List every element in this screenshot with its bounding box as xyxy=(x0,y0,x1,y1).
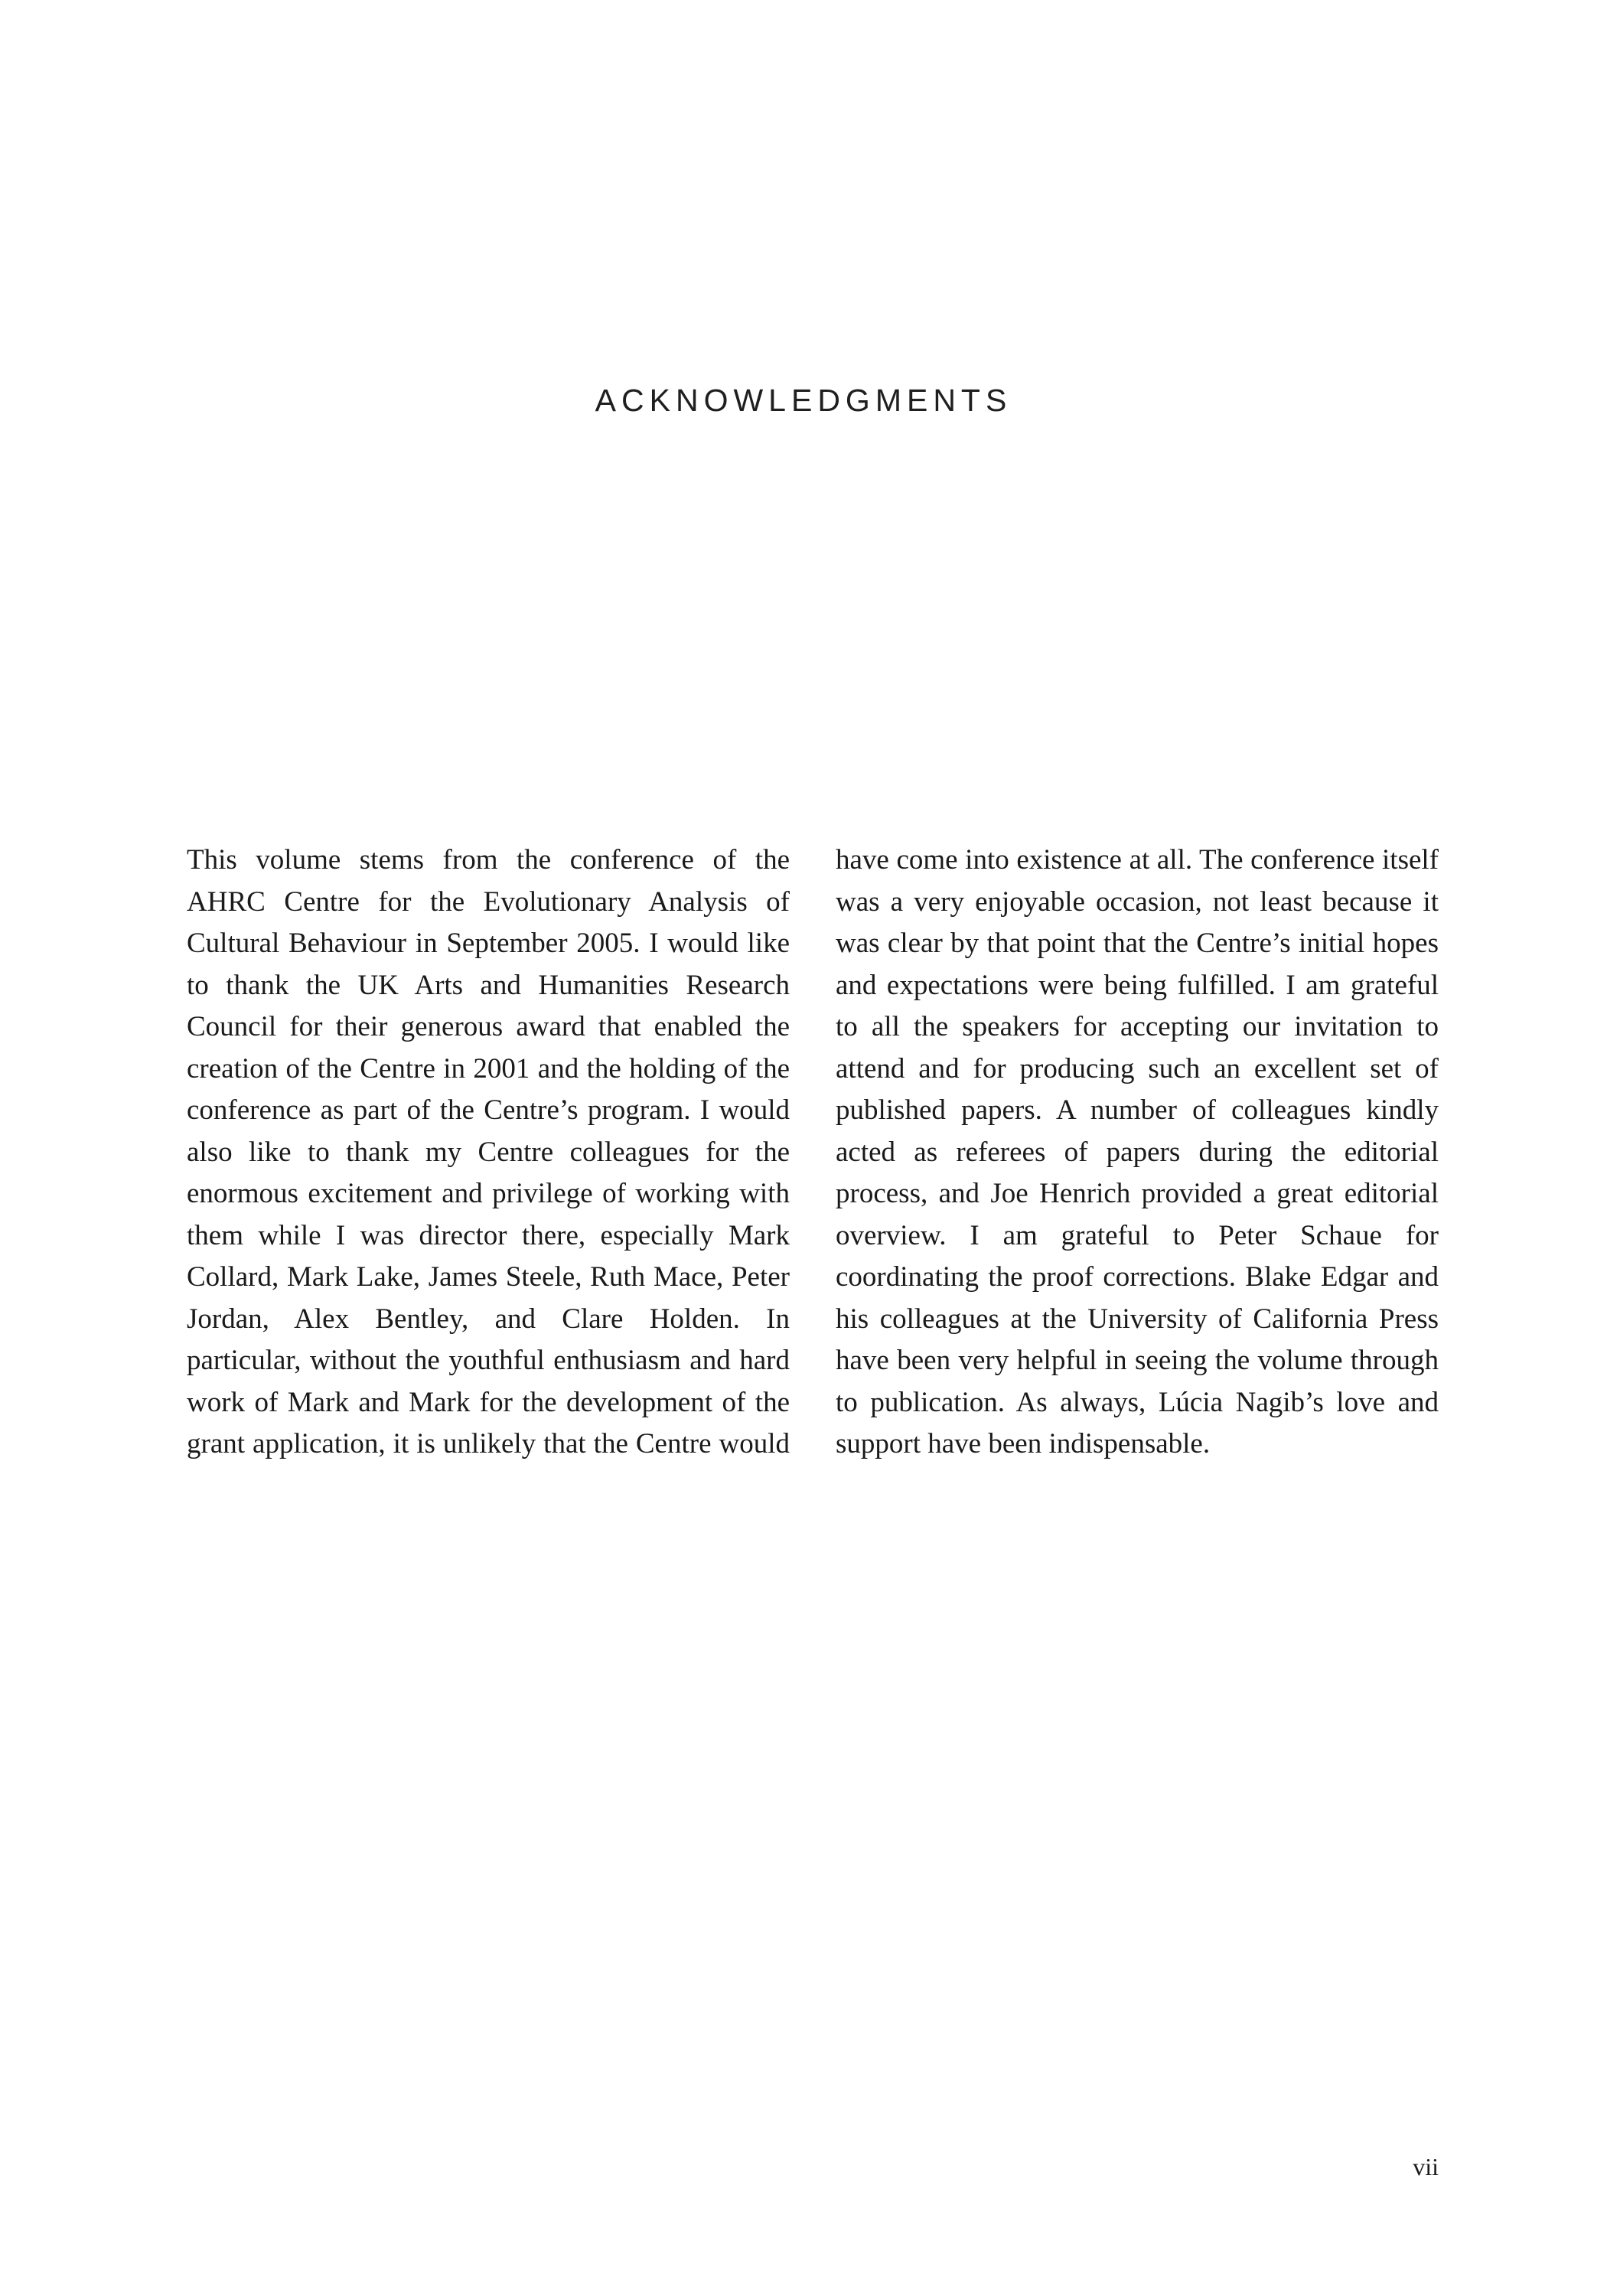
page-heading: ACKNOWLEDGMENTS xyxy=(595,383,1012,418)
acknowledgments-body: This volume stems from the conference of the AHRC Centre for the Evolutionary Analysis of Cultural Behaviour in September 2005. I would like to thank the UK Arts and Humanities Research Council for their generous award that enabled the creation of the Centre in 2001 and the holding of the conference as part of the Centre’s program. I would also like to thank my Centre colleagues for the enormous excitement and privilege of working with them while I was director there, especially Mark Collard, Mark Lake, James Steele, Ruth Mace, Peter Jordan, Alex Bentley, and Clare Holden. In particular, without the youthful enthusiasm and hard work of Mark and Mark for the development of the grant application, it is unlikely that the Centre would have come into existence at all. The conference itself was a very enjoyable occasion, not least because it was clear by that point that the Centre’s initial hopes and expectations were being fulfilled. I am grateful to all the speakers for accepting our invitation to attend and for producing such an excellent set of published papers. A number of colleagues kindly acted as referees of papers during the editorial process, and Joe Henrich provided a great editorial overview. I am grateful to Peter Schaue for coordinating the proof corrections. Blake Edgar and his colleagues at the University of California Press have been very helpful in seeing the volume through to publication. As always, Lúcia Nagib’s love and support have been indispensable. xyxy=(187,844,1439,1459)
page-number: vii xyxy=(1413,2153,1439,2180)
